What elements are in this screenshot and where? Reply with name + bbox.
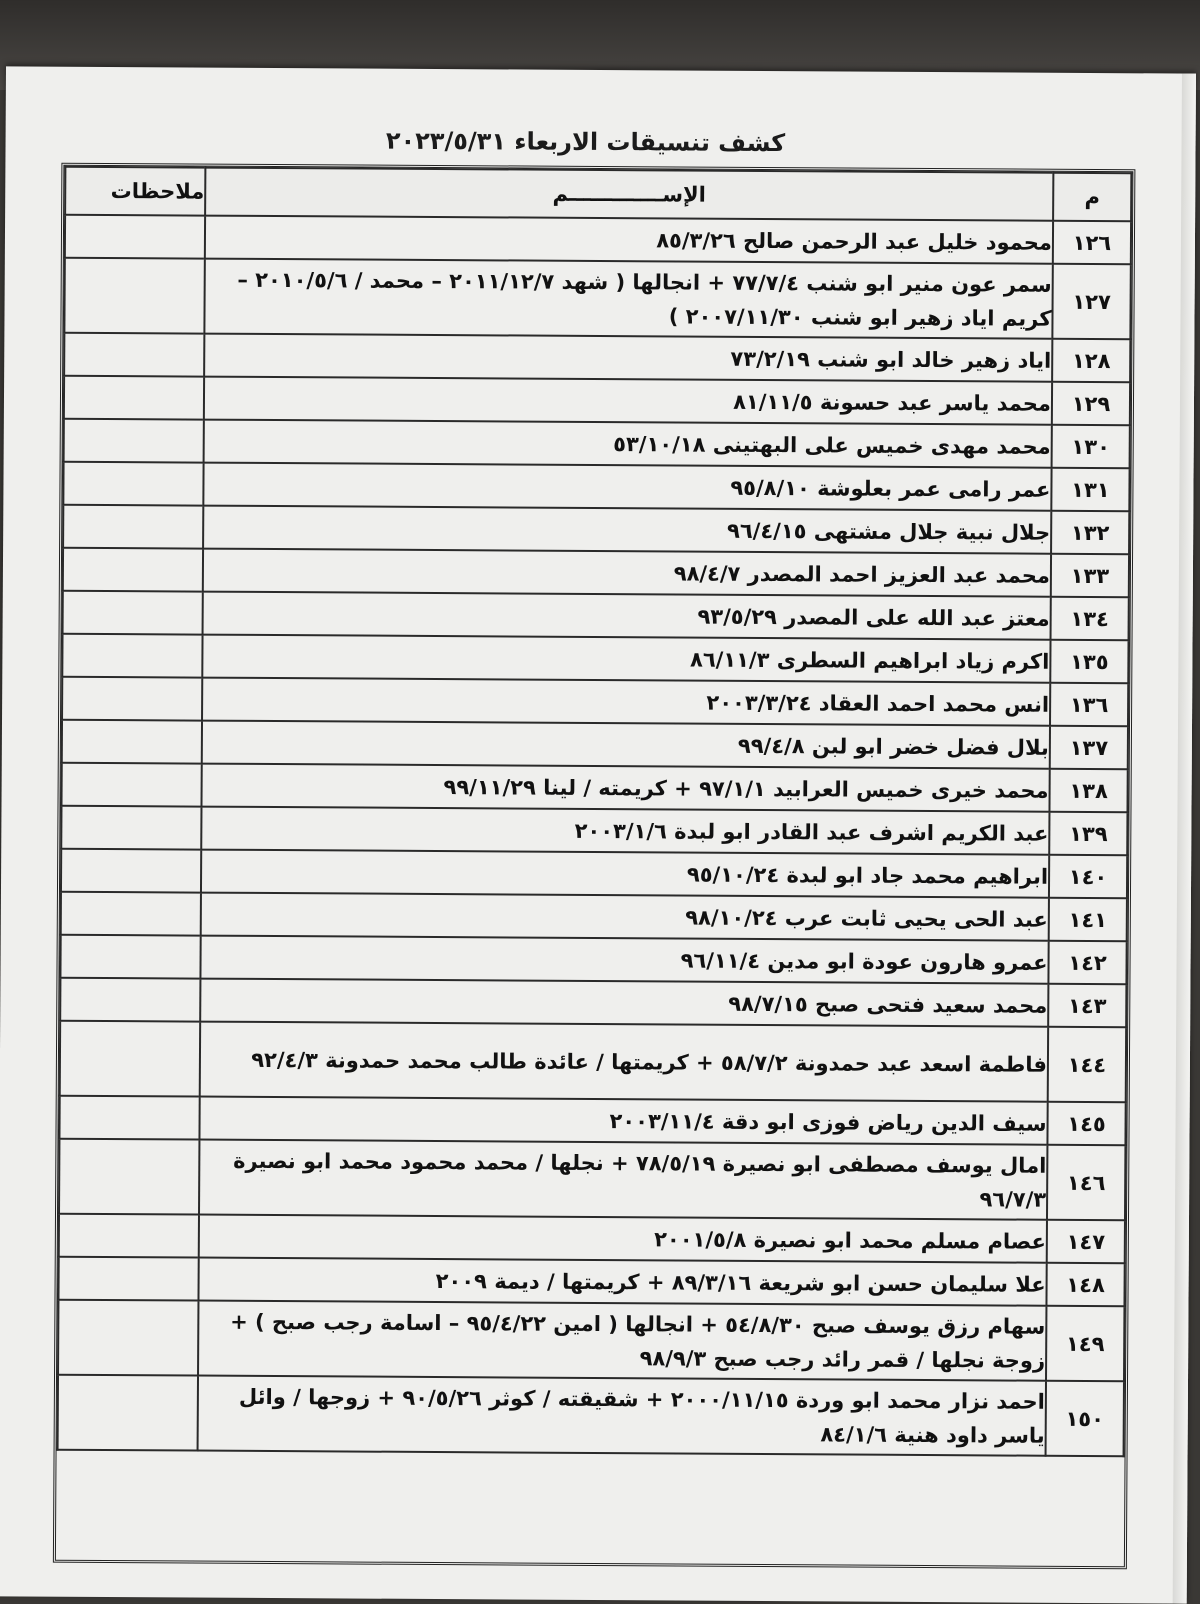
- table-row: [58, 1257, 1124, 1307]
- row-name: عبد الحى يحيى ثابت عرب ٩٨/١٠/٢٤: [201, 893, 1049, 941]
- row-notes: [60, 935, 200, 979]
- table-row: [63, 505, 1129, 555]
- paper-stack-edge: [1173, 74, 1196, 1604]
- row-name: سهام رزق يوسف صبح ٥٤/٨/٣٠ + انجالها ( امين ٩٥/٤/٢٢ – اسامة رجب صبح ) + زوجة نجلها / قمر رائد رجب صبح ٩٨/٩/٣: [198, 1301, 1046, 1381]
- table-row: [60, 978, 1126, 1028]
- row-notes: [61, 806, 201, 850]
- row-notes: [62, 677, 202, 721]
- table-row: [58, 1375, 1124, 1457]
- row-notes: [59, 1139, 199, 1215]
- row-notes: [61, 763, 201, 807]
- row-number: ١٣٨: [1049, 769, 1127, 812]
- row-name: جلال نبية جلال مشتهى ٩٦/٤/١٥: [203, 506, 1051, 554]
- row-name: عمرو هارون عودة ابو مدين ٩٦/١١/٤: [200, 936, 1048, 984]
- row-number: ١٣٦: [1050, 683, 1128, 726]
- row-name: محمود خليل عبد الرحمن صالح ٨٥/٣/٢٦: [205, 216, 1053, 264]
- row-number: ١٣٥: [1050, 640, 1128, 683]
- row-number: ١٢٦: [1053, 221, 1131, 264]
- document-title: كشف تنسيقات الاربعاء ٢٠٢٣/٥/٣١: [385, 126, 786, 158]
- row-notes: [65, 215, 205, 259]
- row-number: ١٤٨: [1046, 1263, 1124, 1306]
- row-notes: [64, 419, 204, 463]
- table-row: [64, 258, 1130, 340]
- table-row: [62, 677, 1128, 727]
- header-number: م: [1053, 173, 1131, 221]
- row-name: معتز عبد الله على المصدر ٩٣/٥/٢٩: [203, 592, 1051, 640]
- row-name: اياد زهير خالد ابو شنب ٧٣/٢/١٩: [204, 334, 1052, 382]
- row-name: امال يوسف مصطفى ابو نصيرة ٧٨/٥/١٩ + نجلها / محمد محمود محمد ابو نصيرة ٩٦/٧/٣: [199, 1140, 1047, 1220]
- row-number: ١٣٢: [1051, 511, 1129, 554]
- table-row: [59, 1139, 1125, 1221]
- row-notes: [60, 1021, 200, 1097]
- row-notes: [61, 849, 201, 893]
- row-name: محمد مهدى خميس على البهتينى ٥٣/١٠/١٨: [204, 420, 1052, 468]
- row-notes: [60, 978, 200, 1022]
- row-notes: [59, 1214, 199, 1258]
- table-body: [58, 215, 1132, 1456]
- row-number: ١٣٧: [1050, 726, 1128, 769]
- row-number: ١٣٣: [1051, 554, 1129, 597]
- table-row: [63, 591, 1129, 641]
- row-notes: [61, 892, 201, 936]
- table-row: [63, 548, 1129, 598]
- row-notes: [58, 1257, 198, 1301]
- row-number: ١٤٥: [1047, 1102, 1125, 1145]
- row-notes: [58, 1300, 198, 1376]
- header-notes: ملاحظات: [65, 167, 205, 216]
- row-name: اكرم زياد ابراهيم السطرى ٨٦/١١/٣: [202, 635, 1050, 683]
- table-row: [60, 935, 1126, 985]
- table-row: [61, 892, 1127, 942]
- row-notes: [64, 376, 204, 420]
- row-name: سيف الدين رياض فوزى ابو دقة ٢٠٠٣/١١/٤: [199, 1097, 1047, 1145]
- row-number: ١٤٣: [1048, 984, 1126, 1027]
- row-number: ١٢٨: [1052, 339, 1130, 382]
- table-frame: [53, 163, 1136, 1570]
- row-number: ١٤٩: [1046, 1306, 1124, 1381]
- table-row: [63, 462, 1129, 512]
- row-name: ابراهيم محمد جاد ابو لبدة ٩٥/١٠/٢٤: [201, 850, 1049, 898]
- row-name: بلال فضل خضر ابو لبن ٩٩/٤/٨: [202, 721, 1050, 769]
- row-name: احمد نزار محمد ابو وردة ٢٠٠٠/١١/١٥ + شقيقته / كوثر ٩٠/٥/٢٦ + زوجها / وائل ياسر داود هنية ٨٤/١/٦: [198, 1376, 1046, 1456]
- table-row: [61, 849, 1127, 899]
- row-number: ١٤٠: [1049, 855, 1127, 898]
- row-name: علا سليمان حسن ابو شريعة ٨٩/٣/١٦ + كريمتها / ديمة ٢٠٠٩: [198, 1258, 1046, 1306]
- table-row: [64, 333, 1130, 383]
- row-number: ١٣٠: [1052, 425, 1130, 468]
- row-number: ١٤٢: [1048, 941, 1126, 984]
- table-row: [58, 1300, 1124, 1382]
- row-notes: [63, 505, 203, 549]
- table-row: [64, 376, 1130, 426]
- names-table: [57, 166, 1133, 1458]
- row-name: محمد خيرى خميس العرابيد ٩٧/١/١ + كريمته / لينا ٩٩/١١/٢٩: [201, 764, 1049, 812]
- row-number: ١٤٤: [1048, 1027, 1126, 1102]
- row-notes: [59, 1096, 199, 1140]
- row-name: محمد ياسر عبد حسونة ٨١/١١/٥: [204, 377, 1052, 425]
- row-notes: [63, 548, 203, 592]
- table-row: [61, 806, 1127, 856]
- row-notes: [58, 1375, 198, 1451]
- row-name: عمر رامى عمر بعلوشة ٩٥/٨/١٠: [203, 463, 1051, 511]
- table-row: [60, 1021, 1126, 1103]
- row-notes: [63, 462, 203, 506]
- row-name: انس محمد احمد العقاد ٢٠٠٣/٣/٢٤: [202, 678, 1050, 726]
- row-number: ١٣٤: [1051, 597, 1129, 640]
- row-number: ١٣٩: [1049, 812, 1127, 855]
- row-notes: [63, 591, 203, 635]
- row-name: محمد عبد العزيز احمد المصدر ٩٨/٤/٧: [203, 549, 1051, 597]
- table-row: [62, 720, 1128, 770]
- row-number: ١٤١: [1049, 898, 1127, 941]
- table-row: [59, 1214, 1125, 1264]
- row-number: ١٢٧: [1052, 264, 1130, 339]
- table-header-row: [65, 167, 1131, 222]
- row-notes: [62, 720, 202, 764]
- row-number: ١٢٩: [1052, 382, 1130, 425]
- row-name: سمر عون منير ابو شنب ٧٧/٧/٤ + انجالها ( شهد ٢٠١١/١٢/٧ – محمد / ٢٠١٠/٥/٦ – كريم اياد زهير ابو شنب ٢٠٠٧/١١/٣٠ ): [204, 259, 1052, 339]
- row-name: عبد الكريم اشرف عبد القادر ابو لبدة ٢٠٠٣/١/٦: [201, 807, 1049, 855]
- header-name: الإســـــــــــــم: [205, 168, 1053, 221]
- table-row: [62, 634, 1128, 684]
- row-notes: [62, 634, 202, 678]
- row-number: ١٥٠: [1046, 1381, 1124, 1456]
- paper-sheet: [0, 66, 1196, 1603]
- table-row: [59, 1096, 1125, 1146]
- row-number: ١٤٧: [1047, 1220, 1125, 1263]
- row-number: ١٣١: [1051, 468, 1129, 511]
- table-row: [65, 215, 1131, 265]
- row-notes: [64, 258, 204, 334]
- row-name: محمد سعيد فتحى صبح ٩٨/٧/١٥: [200, 979, 1048, 1027]
- row-number: ١٤٦: [1047, 1145, 1125, 1220]
- table-row: [64, 419, 1130, 469]
- row-name: عصام مسلم محمد ابو نصيرة ٢٠٠١/٥/٨: [199, 1215, 1047, 1263]
- row-name: فاطمة اسعد عبد حمدونة ٥٨/٧/٢ + كريمتها / عائدة طالب محمد حمدونة ٩٢/٤/٣: [200, 1022, 1048, 1102]
- table-row: [61, 763, 1127, 813]
- row-notes: [64, 333, 204, 377]
